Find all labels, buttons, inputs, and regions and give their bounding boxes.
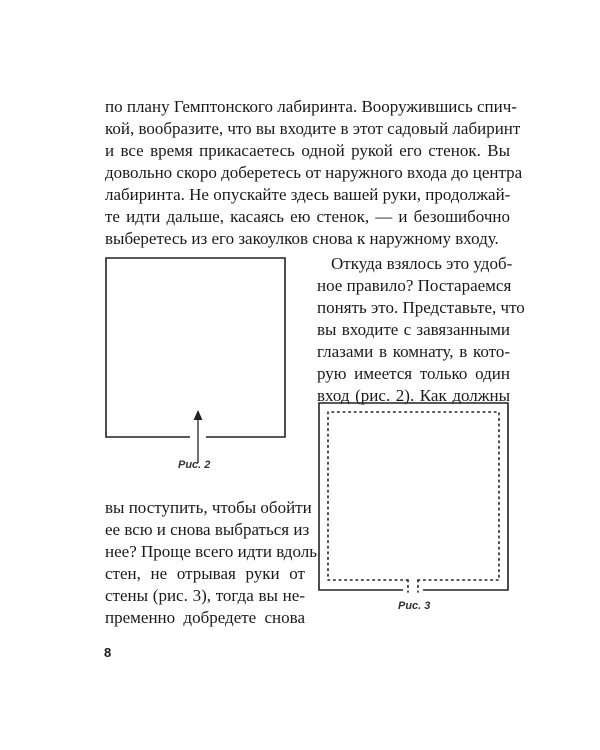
text-line: пременно добредете снова [105,608,305,627]
text-line: вы поступить, чтобы обойти [105,498,312,517]
figure-3-caption: Рис. 3 [398,600,431,612]
text-line: лабиринта. Не опускайте здесь вашей руки, продолжай- [105,185,511,204]
text-line: те идти дальше, касаясь ею стенок, — и безошибочно [105,207,510,226]
text-line: рую имеется только один [317,364,510,383]
text-line: ное правило? Постараемся [317,276,512,295]
text-line: Откуда взялось это удоб- [331,254,513,273]
text-line: глазами в комнату, в кото- [317,342,510,361]
text-line: стены (рис. 3), тогда вы не- [105,586,305,605]
text-line: стен, не отрывая руки от [105,564,305,583]
text-line: кой, вообразите, что вы входите в этот садовый лабиринт [105,119,521,138]
text-line: выберетесь из его закоулков снова к наружному входу. [105,229,499,248]
text-line: по плану Гемптонского лабиринта. Вооружившись спич- [105,97,517,116]
text-line: вы входите с завязанными [317,320,510,339]
text-line: и все время прикасаетесь одной рукой его стенок. Вы [105,141,510,160]
figure-2-caption: Рис. 2 [178,459,211,471]
text-line: нее? Проще всего идти вдоль [105,542,317,561]
page-number: 8 [104,645,112,660]
text-line: вход (рис. 2). Как должны [317,386,510,405]
text-line: ее всю и снова выбраться из [105,520,310,539]
text-line: довольно скоро доберетесь от наружного входа до центра [105,163,523,182]
text-line: понять это. Представьте, что [317,298,525,317]
